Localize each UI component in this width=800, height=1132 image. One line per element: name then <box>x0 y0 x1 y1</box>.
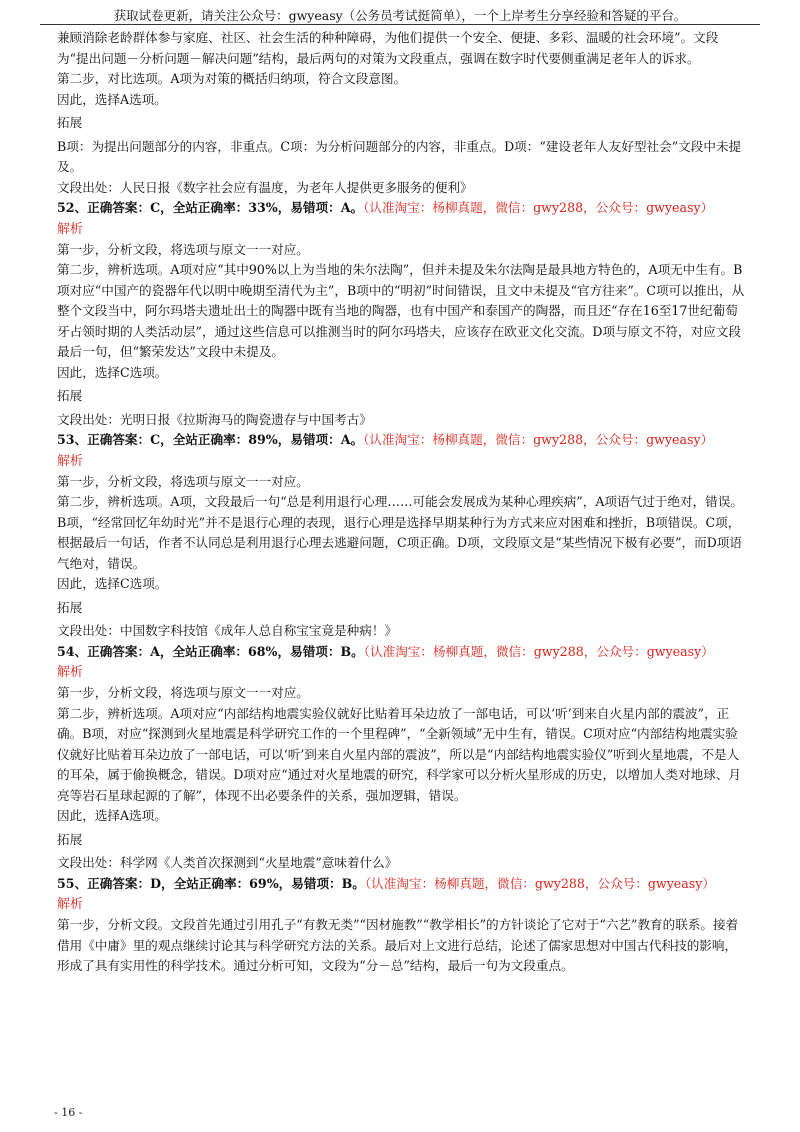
intro-paragraph: 兼顾消除老龄群体参与家庭、社区、社会生活的种种障碍，为他们提供一个安全、便捷、多彩、温暖的社会环境”。文段为“提出问题－分析问题－解决问题”结构，最后两句的对策为文段重点，强调在数字时代要侧重满足老年人的诉求。 <box>57 30 719 66</box>
intro-conclusion: 因此，选择A选项。 <box>57 91 167 107</box>
header-divider <box>40 24 760 25</box>
source-line: 文段出处：科学网《人类首次探测到“火星地震”意味着什么》 <box>57 855 398 870</box>
conclusion: 因此，选择C选项。 <box>57 364 168 380</box>
source-line: 文段出处：中国数字科技馆《成年人总自称宝宝竟是种病！》 <box>57 623 398 638</box>
page-number: - 16 - <box>54 1106 83 1119</box>
source-line: 文段出处：人民日报《数字社会应有温度，为老年人提供更多服务的便利》 <box>57 179 473 195</box>
document-body <box>57 28 747 977</box>
analysis-label: 解析 <box>57 665 84 680</box>
expand-heading: 拓展 <box>57 599 83 615</box>
answer-summary: 52、正确答案：C，全站正确率：33%，易错项：A。 <box>57 200 364 215</box>
question-52-title <box>57 198 747 219</box>
promo-text: （认准淘宝：杨柳真题，微信：gwy288，公众号：gwyeasy） <box>363 643 714 659</box>
question-53-title <box>57 430 747 451</box>
expand-heading: 拓展 <box>57 831 83 847</box>
expand-heading: 拓展 <box>57 388 83 403</box>
promo-text: （认准淘宝：杨柳真题，微信：gwy288，公众号：gwyeasy） <box>364 875 715 891</box>
answer-summary: 53、正确答案：C，全站正确率：89%，易错项：A。 <box>57 432 364 447</box>
promo-text: （认准淘宝：杨柳真题，微信：gwy288，公众号：gwyeasy） <box>363 200 714 215</box>
answer-summary: 54、正确答案：A，全站正确率：68%，易错项：B。 <box>57 643 364 659</box>
step1: 第一步，分析文段。文段首先通过引用孔子“有教无类”“因材施教”“教学相长”的方针谈论了它对于“六艺”教育的联系。接着借用《中庸》里的观点继续讨论其与科学研究方法的关系。最后对上文进行总结，论述了儒家思想对中国古代科技的影响，形成了具有实用性的科学技术。通过分析可知，文段为“分－总”结构，最后一句为文段重点。 <box>57 917 739 973</box>
source-line: 文段出处：光明日报《拉斯海马的陶瓷遗存与中国考古》 <box>57 411 372 427</box>
page-header: 获取试卷更新，请关注公众号：gwyeasy（公务员考试挺简单），一个上岸考生分享经验和答疑的平台。 <box>113 8 687 23</box>
expand-heading: 拓展 <box>57 115 83 130</box>
expand-text: B项：为提出问题部分的内容，非重点。C项：为分析问题部分的内容，非重点。D项：“建设老年人友好型社会”文段中未提及。 <box>57 138 742 174</box>
step1: 第一步，分析文段，将选项与原文一一对应。 <box>57 473 309 489</box>
promo-text: （认准淘宝：杨柳真题，微信：gwy288，公众号：gwyeasy） <box>363 432 714 447</box>
step2: 第二步，辨析选项。A项对应“内部结构地震实验仪就好比贴着耳朵边放了一部电话，可以‘听’到来自火星内部的震波”，正确。B项，对应“探测到火星地震是科学研究工作的一个里程碑”，“全新领域”无中生有，错误。C项对应“内部结构地震实验仪就好比贴着耳朵边放了一部电话，可以‘听’到来自火星内部的震波”，所以是“内部结构地震实验仪”听到火星地震，不是人的耳朵，属于偷换概念，错误。D项对应“通过对火星地震的研究，科学家可以分析火星形成的历史，以增加人类对地球、月亮等岩石星球起源的了解”，体现不出必要条件的关系，强加逻辑，错误。 <box>57 705 742 803</box>
answer-summary: 55、正确答案：D，全站正确率：69%，易错项：B。 <box>57 875 365 891</box>
step1: 第一步，分析文段，将选项与原文一一对应。 <box>57 241 309 257</box>
step1: 第一步，分析文段，将选项与原文一一对应。 <box>57 685 309 700</box>
analysis-label: 解析 <box>57 453 84 469</box>
analysis-label: 解析 <box>57 221 84 237</box>
intro-step2: 第二步，对比选项。A项为对策的概括归纳项，符合文段意图。 <box>57 71 407 86</box>
conclusion: 因此，选择C选项。 <box>57 576 168 591</box>
conclusion: 因此，选择A选项。 <box>57 808 167 823</box>
step2: 第二步，辨析选项。A项对应“其中90%以上为当地的朱尔法陶”，但并未提及朱尔法陶是最具地方特色的，A项无中生有。B项对应“中国产的瓷器年代以明中晚期至清代为主”，B项中的“明初”时间错误，且文中未提及“官方往来”。C项可以推出，从整个文段当中，阿尔玛塔夫遗址出土的陶器中既有当地的陶器，也有中国产和泰国产的陶器，而且还“存在16至17世纪葡萄牙占领时期的人类活动层”，通过这些信息可以推测当时的阿尔玛塔夫，应该存在欧亚文化交流。D项与原文不符，对应文段最后一句，但“繁荣发达”文段中未提及。 <box>57 262 745 359</box>
question-54-title <box>57 642 747 663</box>
step2: 第二步，辨析选项。A项，文段最后一句“总是利用退行心理……可能会发展成为某种心理疾病”，A项语气过于绝对，错误。B项，“经常回忆年幼时光”并不是退行心理的表现，退行心理是选择早期某种行为方式来应对困难和挫折，B项错误。C项，根据最后一句话，作者不认同总是利用退行心理去逃避问题，C项正确。D项，文段原文是“某些情况下极有必要”，而D项语气绝对，错误。 <box>57 494 743 571</box>
analysis-label: 解析 <box>57 897 84 912</box>
question-55-title <box>57 874 747 895</box>
